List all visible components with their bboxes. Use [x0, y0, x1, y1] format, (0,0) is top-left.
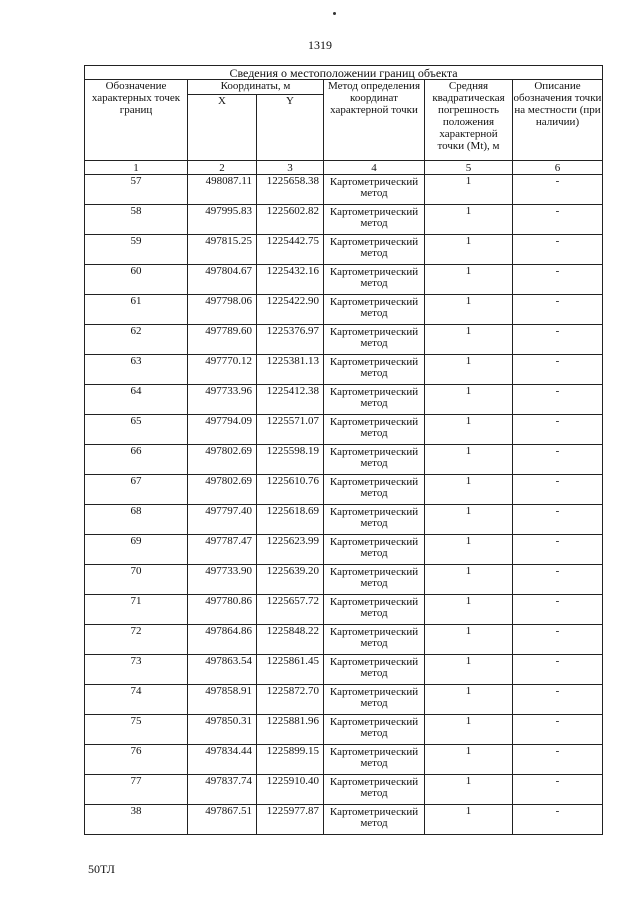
y-coordinate-cell: 1225432.16 — [257, 265, 324, 295]
point-cell: 74 — [85, 685, 188, 715]
point-cell: 70 — [85, 565, 188, 595]
x-coordinate-cell: 497794.09 — [188, 415, 257, 445]
x-coordinate-cell: 497789.60 — [188, 325, 257, 355]
point-cell: 72 — [85, 625, 188, 655]
point-cell: 60 — [85, 265, 188, 295]
description-cell: - — [513, 505, 603, 535]
y-coordinate-cell: 1225412.38 — [257, 385, 324, 415]
error-cell: 1 — [425, 655, 513, 685]
method-cell: Картометрический метод — [324, 745, 425, 775]
footer-code: 50ТЛ — [88, 862, 115, 876]
error-cell: 1 — [425, 715, 513, 745]
point-cell: 62 — [85, 325, 188, 355]
y-coordinate-cell: 1225899.15 — [257, 745, 324, 775]
error-cell: 1 — [425, 685, 513, 715]
description-cell: - — [513, 385, 603, 415]
method-cell: Картометрический метод — [324, 175, 425, 205]
x-coordinate-cell: 497802.69 — [188, 475, 257, 505]
y-coordinate-cell: 1225881.96 — [257, 715, 324, 745]
column-number: 5 — [425, 161, 513, 175]
scan-mark — [333, 12, 336, 15]
table-row — [85, 565, 603, 595]
method-cell: Картометрический метод — [324, 385, 425, 415]
x-coordinate-cell: 498087.11 — [188, 175, 257, 205]
description-cell: - — [513, 565, 603, 595]
method-cell: Картометрический метод — [324, 805, 425, 835]
point-cell: 57 — [85, 175, 188, 205]
point-cell: 77 — [85, 775, 188, 805]
x-coordinate-cell: 497858.91 — [188, 685, 257, 715]
header-designation: Обозначение характерных точек границ — [85, 80, 188, 161]
description-cell: - — [513, 535, 603, 565]
header-method: Метод определения координат характерной точки — [324, 80, 425, 161]
column-number-row — [85, 161, 603, 175]
description-cell: - — [513, 715, 603, 745]
method-cell: Картометрический метод — [324, 355, 425, 385]
error-cell: 1 — [425, 205, 513, 235]
point-cell: 66 — [85, 445, 188, 475]
boundary-coordinates-table — [84, 65, 603, 835]
description-cell: - — [513, 295, 603, 325]
column-number: 6 — [513, 161, 603, 175]
x-coordinate-cell: 497995.83 — [188, 205, 257, 235]
y-coordinate-cell: 1225610.76 — [257, 475, 324, 505]
header-y: Y — [257, 95, 324, 161]
point-cell: 63 — [85, 355, 188, 385]
header-description: Описание обозначения точки на местности (при наличии) — [513, 80, 603, 161]
error-cell: 1 — [425, 355, 513, 385]
error-cell: 1 — [425, 535, 513, 565]
point-cell: 71 — [85, 595, 188, 625]
error-cell: 1 — [425, 415, 513, 445]
error-cell: 1 — [425, 265, 513, 295]
error-cell: 1 — [425, 595, 513, 625]
description-cell: - — [513, 235, 603, 265]
y-coordinate-cell: 1225861.45 — [257, 655, 324, 685]
x-coordinate-cell: 497733.96 — [188, 385, 257, 415]
y-coordinate-cell: 1225571.07 — [257, 415, 324, 445]
x-coordinate-cell: 497863.54 — [188, 655, 257, 685]
method-cell: Картометрический метод — [324, 625, 425, 655]
description-cell: - — [513, 685, 603, 715]
column-number: 3 — [257, 161, 324, 175]
y-coordinate-cell: 1225657.72 — [257, 595, 324, 625]
method-cell: Картометрический метод — [324, 325, 425, 355]
table-row — [85, 715, 603, 745]
table-row — [85, 655, 603, 685]
table-row — [85, 415, 603, 445]
description-cell: - — [513, 805, 603, 835]
method-cell: Картометрический метод — [324, 205, 425, 235]
x-coordinate-cell: 497864.86 — [188, 625, 257, 655]
point-cell: 75 — [85, 715, 188, 745]
x-coordinate-cell: 497804.67 — [188, 265, 257, 295]
y-coordinate-cell: 1225658.38 — [257, 175, 324, 205]
point-cell: 59 — [85, 235, 188, 265]
method-cell: Картометрический метод — [324, 445, 425, 475]
method-cell: Картометрический метод — [324, 415, 425, 445]
x-coordinate-cell: 497798.06 — [188, 295, 257, 325]
y-coordinate-cell: 1225977.87 — [257, 805, 324, 835]
description-cell: - — [513, 205, 603, 235]
error-cell: 1 — [425, 385, 513, 415]
description-cell: - — [513, 415, 603, 445]
page-number: 1319 — [308, 38, 332, 52]
y-coordinate-cell: 1225618.69 — [257, 505, 324, 535]
point-cell: 61 — [85, 295, 188, 325]
table-row — [85, 175, 603, 205]
point-cell: 76 — [85, 745, 188, 775]
table-row — [85, 595, 603, 625]
description-cell: - — [513, 625, 603, 655]
error-cell: 1 — [425, 745, 513, 775]
x-coordinate-cell: 497867.51 — [188, 805, 257, 835]
y-coordinate-cell: 1225639.20 — [257, 565, 324, 595]
x-coordinate-cell: 497850.31 — [188, 715, 257, 745]
x-coordinate-cell: 497787.47 — [188, 535, 257, 565]
table-row — [85, 325, 603, 355]
table-row — [85, 235, 603, 265]
error-cell: 1 — [425, 235, 513, 265]
description-cell: - — [513, 265, 603, 295]
header-error: Средняя квадратическая погрешность положения характерной точки (Mt), м — [425, 80, 513, 161]
description-cell: - — [513, 175, 603, 205]
x-coordinate-cell: 497802.69 — [188, 445, 257, 475]
description-cell: - — [513, 655, 603, 685]
column-number: 1 — [85, 161, 188, 175]
y-coordinate-cell: 1225381.13 — [257, 355, 324, 385]
column-number: 2 — [188, 161, 257, 175]
description-cell: - — [513, 445, 603, 475]
method-cell: Картометрический метод — [324, 475, 425, 505]
point-cell: 69 — [85, 535, 188, 565]
table-row — [85, 775, 603, 805]
description-cell: - — [513, 325, 603, 355]
method-cell: Картометрический метод — [324, 775, 425, 805]
y-coordinate-cell: 1225910.40 — [257, 775, 324, 805]
table-row — [85, 685, 603, 715]
table-caption: Сведения о местоположении границ объекта — [85, 66, 603, 80]
point-cell: 73 — [85, 655, 188, 685]
description-cell: - — [513, 355, 603, 385]
header-coordinates: Координаты, м — [188, 80, 324, 95]
table-row — [85, 355, 603, 385]
error-cell: 1 — [425, 625, 513, 655]
y-coordinate-cell: 1225872.70 — [257, 685, 324, 715]
method-cell: Картометрический метод — [324, 535, 425, 565]
method-cell: Картометрический метод — [324, 265, 425, 295]
error-cell: 1 — [425, 805, 513, 835]
y-coordinate-cell: 1225442.75 — [257, 235, 324, 265]
table-row — [85, 805, 603, 835]
description-cell: - — [513, 595, 603, 625]
method-cell: Картометрический метод — [324, 685, 425, 715]
method-cell: Картометрический метод — [324, 505, 425, 535]
column-number: 4 — [324, 161, 425, 175]
method-cell: Картометрический метод — [324, 715, 425, 745]
y-coordinate-cell: 1225376.97 — [257, 325, 324, 355]
point-cell: 65 — [85, 415, 188, 445]
y-coordinate-cell: 1225422.90 — [257, 295, 324, 325]
description-cell: - — [513, 745, 603, 775]
table-row — [85, 385, 603, 415]
table-row — [85, 475, 603, 505]
method-cell: Картометрический метод — [324, 295, 425, 325]
method-cell: Картометрический метод — [324, 595, 425, 625]
error-cell: 1 — [425, 175, 513, 205]
point-cell: 38 — [85, 805, 188, 835]
error-cell: 1 — [425, 295, 513, 325]
table-row — [85, 745, 603, 775]
x-coordinate-cell: 497837.74 — [188, 775, 257, 805]
point-cell: 58 — [85, 205, 188, 235]
table-row — [85, 505, 603, 535]
point-cell: 64 — [85, 385, 188, 415]
table-row — [85, 205, 603, 235]
error-cell: 1 — [425, 775, 513, 805]
x-coordinate-cell: 497770.12 — [188, 355, 257, 385]
header-x: X — [188, 95, 257, 161]
table-row — [85, 295, 603, 325]
point-cell: 67 — [85, 475, 188, 505]
y-coordinate-cell: 1225848.22 — [257, 625, 324, 655]
description-cell: - — [513, 475, 603, 505]
table-row — [85, 445, 603, 475]
y-coordinate-cell: 1225598.19 — [257, 445, 324, 475]
y-coordinate-cell: 1225602.82 — [257, 205, 324, 235]
error-cell: 1 — [425, 565, 513, 595]
table-row — [85, 625, 603, 655]
table-row — [85, 535, 603, 565]
error-cell: 1 — [425, 475, 513, 505]
error-cell: 1 — [425, 505, 513, 535]
point-cell: 68 — [85, 505, 188, 535]
error-cell: 1 — [425, 445, 513, 475]
y-coordinate-cell: 1225623.99 — [257, 535, 324, 565]
method-cell: Картометрический метод — [324, 655, 425, 685]
x-coordinate-cell: 497733.90 — [188, 565, 257, 595]
x-coordinate-cell: 497780.86 — [188, 595, 257, 625]
error-cell: 1 — [425, 325, 513, 355]
x-coordinate-cell: 497834.44 — [188, 745, 257, 775]
table-row — [85, 265, 603, 295]
description-cell: - — [513, 775, 603, 805]
x-coordinate-cell: 497797.40 — [188, 505, 257, 535]
method-cell: Картометрический метод — [324, 565, 425, 595]
method-cell: Картометрический метод — [324, 235, 425, 265]
x-coordinate-cell: 497815.25 — [188, 235, 257, 265]
